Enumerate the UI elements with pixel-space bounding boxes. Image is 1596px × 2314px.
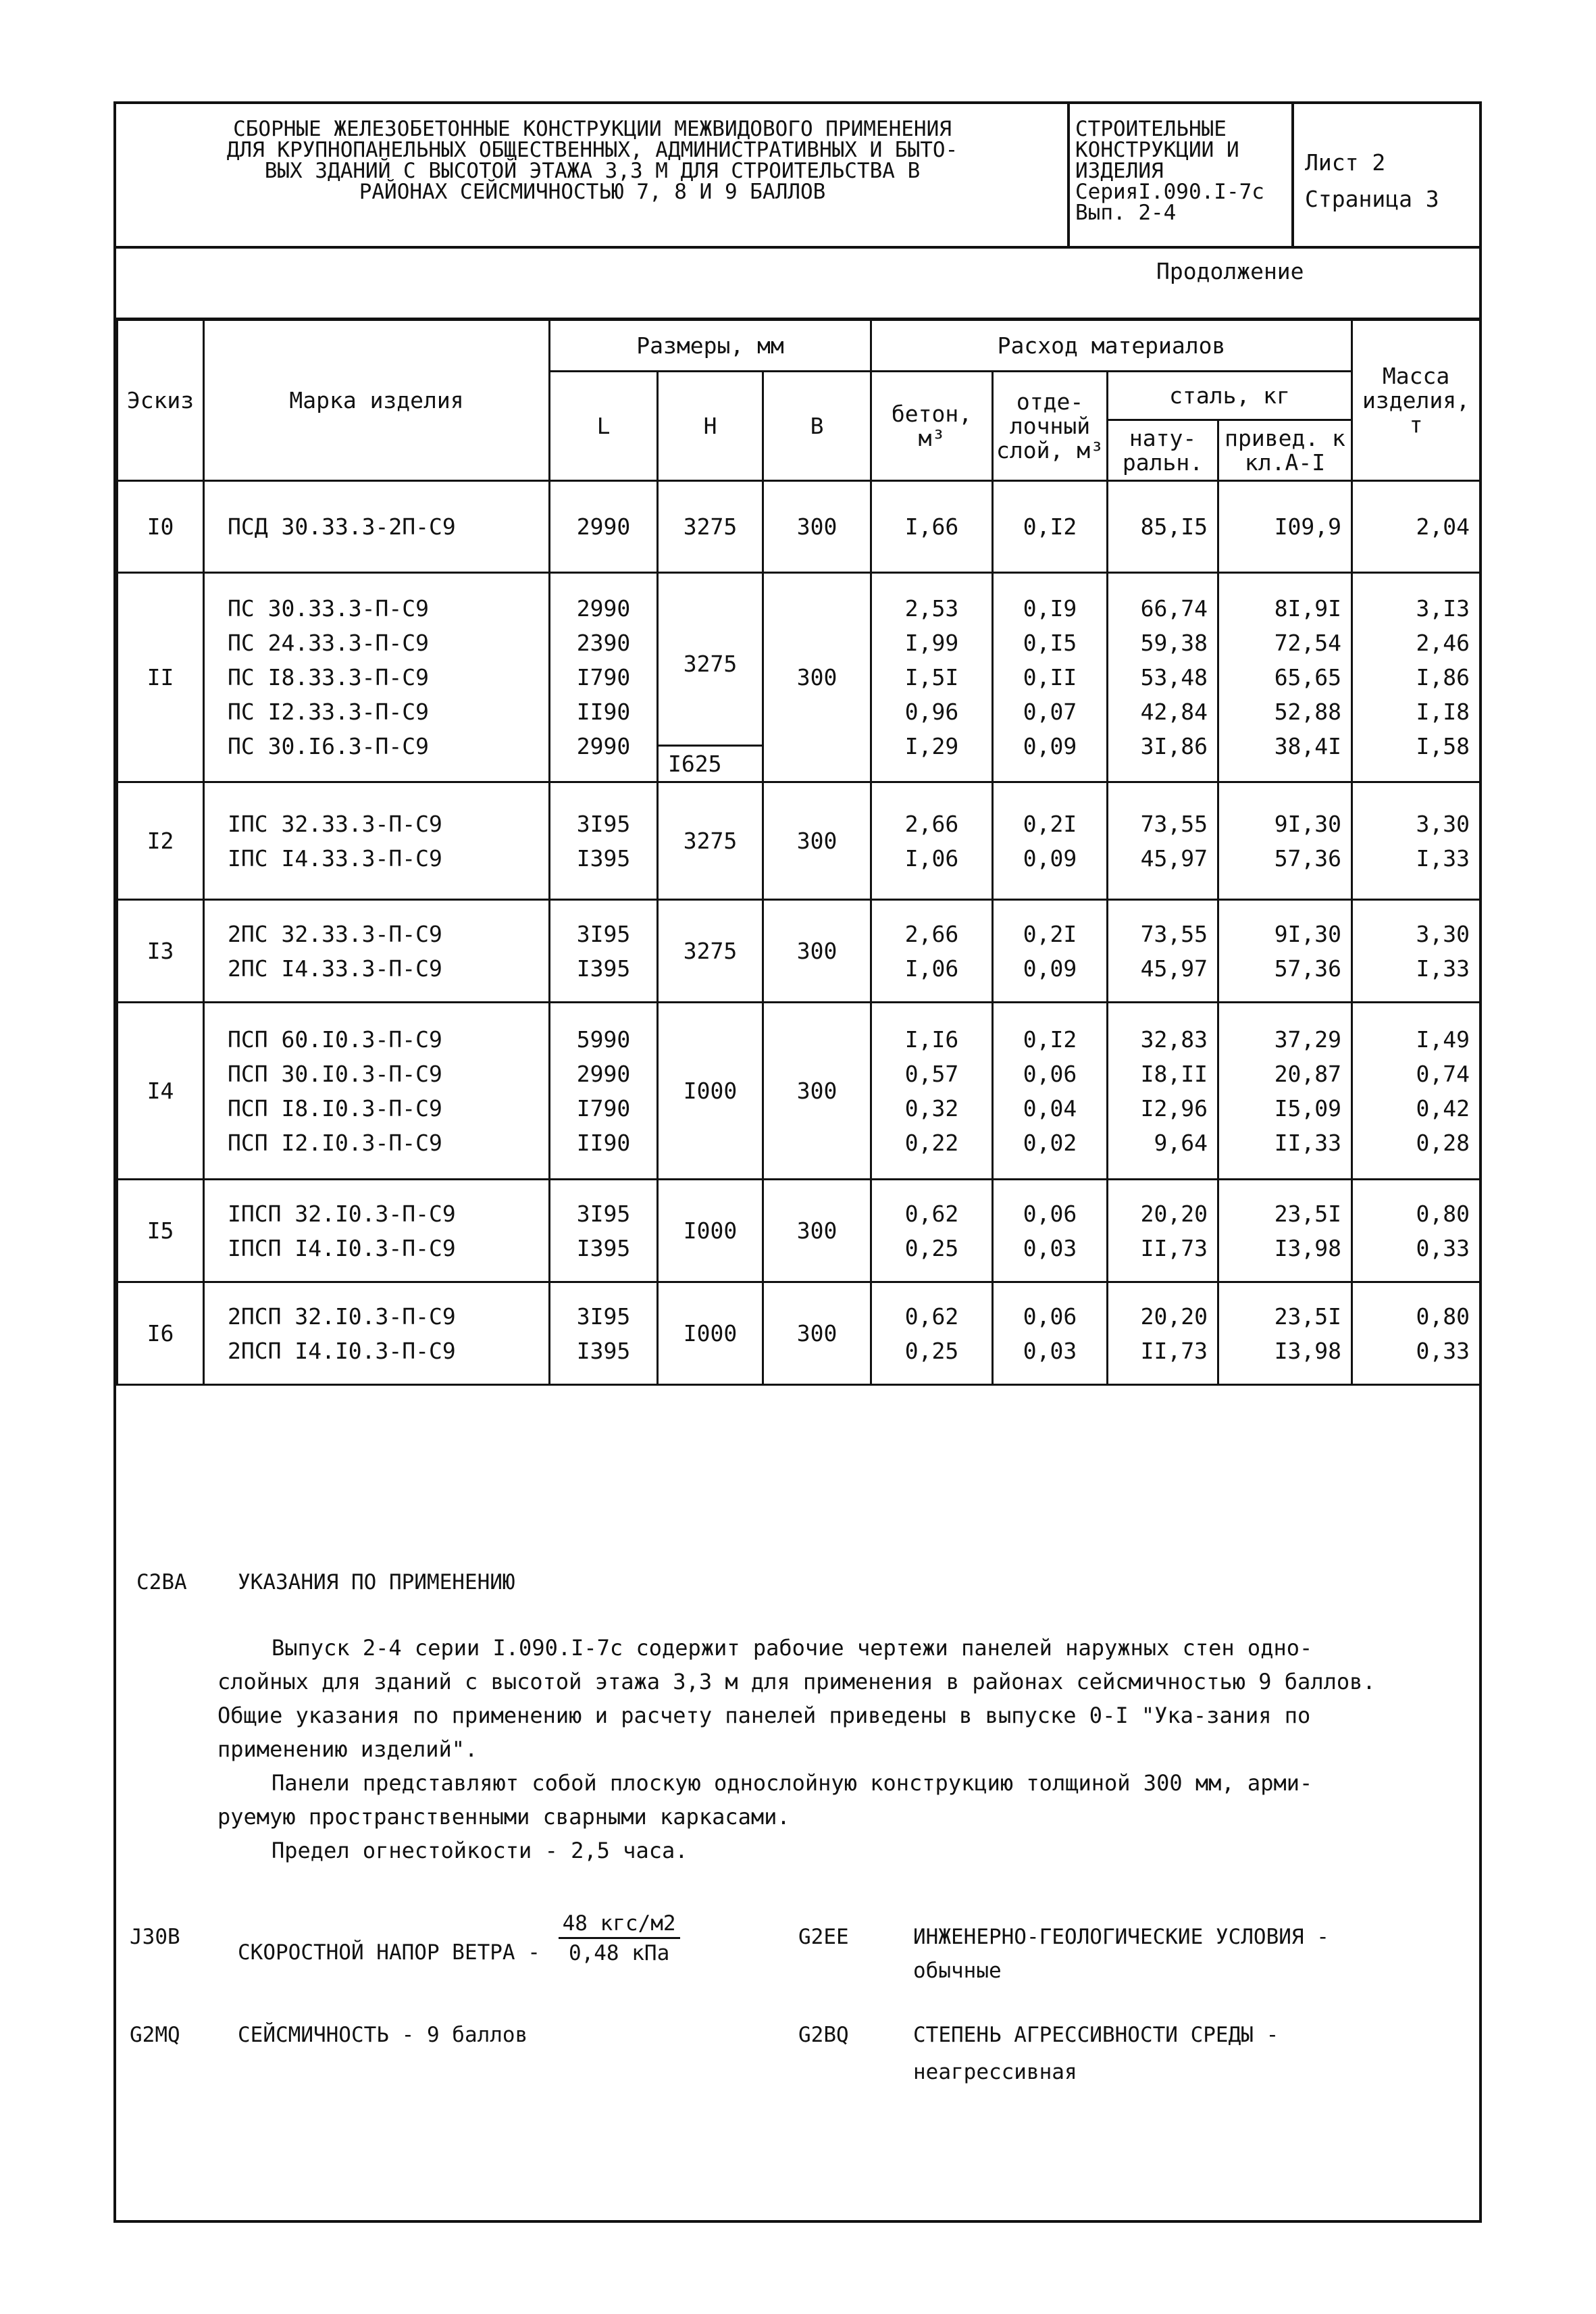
series-info (1075, 119, 1264, 224)
cell-value: ПСД 30.33.3-2П-С9 (228, 513, 456, 540)
sheet-info (1305, 145, 1439, 218)
notes-paragraph: Предел огнестойкости - 2,5 часа. (272, 1838, 688, 1863)
cell-value: I,I6 (904, 1026, 959, 1053)
steel-reduced-cell (1218, 1282, 1352, 1385)
cell-value: 73,55 (1140, 920, 1208, 947)
code-c2ba: С2ВА (136, 1570, 187, 1594)
cell-value: I,58 (1416, 733, 1470, 759)
cell-value: 0,22 (904, 1129, 959, 1156)
cell-value: 2ПС I4.33.3-П-С9 (228, 955, 442, 982)
header-natural: нату-ральн. (1108, 420, 1218, 481)
concrete-cell (871, 1180, 993, 1282)
code-j30b: J30B (130, 1925, 180, 1949)
height-cell (658, 782, 763, 900)
cell-value: 66,74 (1140, 595, 1208, 622)
cell-value: II90 (576, 1129, 631, 1156)
length-cell (550, 1282, 658, 1385)
mark-cell (204, 1180, 550, 1282)
cell-value: 0,09 (1023, 733, 1077, 759)
finish-cell (993, 900, 1108, 1003)
cell-value: 20,20 (1140, 1200, 1208, 1227)
cell-value: 0,2I (1023, 920, 1077, 947)
cell-value: I,49 (1416, 1026, 1470, 1053)
cell-value: I,06 (904, 955, 959, 982)
finish-cell (993, 481, 1108, 573)
cell-value: 9I,30 (1274, 810, 1342, 837)
cell-value: 0,57 (904, 1060, 959, 1087)
cell-value: 2ПСП I4.I0.3-П-С9 (228, 1337, 456, 1364)
cell-value: 20,20 (1140, 1303, 1208, 1330)
drawing-frame (113, 101, 1482, 2223)
cell-value: 2ПС 32.33.3-П-С9 (228, 920, 442, 947)
cell-value: 73,55 (1140, 810, 1208, 837)
cell-value: I3,98 (1274, 1337, 1342, 1364)
cell-value: ПС I8.33.3-П-С9 (228, 664, 430, 690)
sketch-cell: I2 (118, 782, 204, 900)
concrete-cell (871, 1282, 993, 1385)
cell-value: 3I95 (576, 1303, 631, 1330)
cell-value: 0,02 (1023, 1129, 1077, 1156)
cell-value: 0,33 (1416, 1337, 1470, 1364)
concrete-cell (871, 573, 993, 782)
header-finish: отде-лочный слой, м³ (993, 372, 1108, 481)
series-line: СТРОИТЕЛЬНЫЕ (1075, 117, 1227, 141)
wind-denominator: 0,48 кПа (568, 1941, 670, 1965)
mass-cell (1352, 573, 1481, 782)
code-g2ee: G2EE (798, 1925, 849, 1949)
mass-cell (1352, 900, 1481, 1003)
cell-value: 3I95 (576, 1200, 631, 1227)
cell-value: 45,97 (1140, 955, 1208, 982)
title-line: РАЙОНАХ СЕЙСМИЧНОСТЬЮ 7, 8 И 9 БАЛЛОВ (359, 180, 826, 204)
cell-value: I000 (683, 1217, 738, 1244)
cell-value: 52,88 (1274, 699, 1342, 725)
length-cell (550, 782, 658, 900)
cell-value: 0,03 (1023, 1337, 1077, 1364)
length-cell (550, 900, 658, 1003)
cell-value: 0,25 (904, 1337, 959, 1364)
cell-value: I,29 (904, 733, 959, 759)
cell-value: 2,53 (904, 595, 959, 622)
cell-value: II,33 (1274, 1129, 1342, 1156)
cell-value: I,33 (1416, 955, 1470, 982)
concrete-cell (871, 481, 993, 573)
code-g2bq: G2BQ (798, 2023, 849, 2047)
header-dims: Размеры, мм (550, 320, 871, 372)
steel-reduced-cell (1218, 1180, 1352, 1282)
cell-value: 0,03 (1023, 1234, 1077, 1261)
table-row (118, 481, 1481, 573)
wind-fraction (559, 1910, 680, 1967)
finish-cell (993, 782, 1108, 900)
header-L: L (550, 372, 658, 481)
cell-value: 32,83 (1140, 1026, 1208, 1053)
width-cell: 300 (763, 782, 871, 900)
cell-value: I395 (576, 1234, 631, 1261)
finish-cell (993, 1282, 1108, 1385)
cell-value: ПСП 60.I0.3-П-С9 (228, 1026, 442, 1053)
mass-cell (1352, 782, 1481, 900)
cell-value: 0,2I (1023, 810, 1077, 837)
cell-value: 0,06 (1023, 1200, 1077, 1227)
cell-value: I5,09 (1274, 1095, 1342, 1122)
steel-natural-cell (1108, 481, 1218, 573)
notes-heading: УКАЗАНИЯ ПО ПРИМЕНЕНИЮ (238, 1570, 515, 1594)
table-row (118, 1282, 1481, 1385)
cell-value: 0,28 (1416, 1129, 1470, 1156)
mark-cell (204, 1003, 550, 1180)
cell-value: I8,II (1140, 1060, 1208, 1087)
table-row (118, 1003, 1481, 1180)
steel-natural-cell (1108, 1003, 1218, 1180)
table-body (118, 481, 1481, 1385)
cell-value: 72,54 (1274, 630, 1342, 656)
cell-value: ПС I2.33.3-П-С9 (228, 699, 430, 725)
cell-value: 8I,9I (1274, 595, 1342, 622)
header-H: Н (658, 372, 763, 481)
cell-value: 0,74 (1416, 1060, 1470, 1087)
concrete-cell (871, 1003, 993, 1180)
materials-table (116, 319, 1481, 1386)
steel-natural-cell (1108, 1180, 1218, 1282)
cell-value: 23,5I (1274, 1200, 1342, 1227)
cell-value: 9I,30 (1274, 920, 1342, 947)
height-cell (658, 573, 763, 782)
width-cell: 300 (763, 481, 871, 573)
header-sketch: Эскиз (118, 320, 204, 481)
cell-value: 3I,86 (1140, 733, 1208, 759)
cell-value: I,I8 (1416, 699, 1470, 725)
mark-cell (204, 782, 550, 900)
cell-value: 2,04 (1416, 513, 1470, 540)
cell-value: 3275 (683, 651, 738, 677)
width-cell: 300 (763, 1003, 871, 1180)
height-cell (658, 481, 763, 573)
cell-value: 2990 (576, 1060, 631, 1087)
notes-paragraph: Панели представляют собой плоскую однослойную конструкцию толщиной 300 мм, арми-руемую пространственными сварными каркасами. (217, 1770, 1313, 1830)
cell-value: 0,06 (1023, 1303, 1077, 1330)
cell-value: 57,36 (1274, 845, 1342, 872)
width-cell: 300 (763, 1180, 871, 1282)
cell-value: I,5I (904, 664, 959, 690)
steel-reduced-cell (1218, 1003, 1352, 1180)
cell-value: 42,84 (1140, 699, 1208, 725)
cell-value: II,73 (1140, 1337, 1208, 1364)
length-cell (550, 573, 658, 782)
cell-value: 2990 (576, 513, 631, 540)
finish-cell (993, 1180, 1108, 1282)
cell-value: I,06 (904, 845, 959, 872)
mark-cell (204, 1282, 550, 1385)
steel-reduced-cell (1218, 900, 1352, 1003)
cell-value: 37,29 (1274, 1026, 1342, 1053)
document-title (116, 119, 1069, 203)
cell-value: I,33 (1416, 845, 1470, 872)
height-cell (658, 1003, 763, 1180)
geology-value: обычные (913, 1959, 1002, 1983)
continuation-label: Продолжение (1156, 258, 1304, 284)
mass-cell (1352, 1180, 1481, 1282)
divider (1067, 104, 1070, 246)
cell-value: 57,36 (1274, 955, 1342, 982)
cell-value: 20,87 (1274, 1060, 1342, 1087)
cell-value: 2990 (576, 733, 631, 759)
cell-value: 0,06 (1023, 1060, 1077, 1087)
width-cell: 300 (763, 1282, 871, 1385)
cell-value: I2,96 (1140, 1095, 1208, 1122)
series-line: Вып. 2-4 (1075, 201, 1177, 225)
mark-cell (204, 573, 550, 782)
cell-value: IПСП 32.I0.3-П-С9 (228, 1200, 456, 1227)
concrete-cell (871, 900, 993, 1003)
header-mass: Масса изделия, т (1352, 320, 1481, 481)
cell-value: 3I95 (576, 920, 631, 947)
cell-value: 53,48 (1140, 664, 1208, 690)
header-concrete: бетон, м³ (871, 372, 993, 481)
cell-value: 0,I2 (1023, 1026, 1077, 1053)
steel-reduced-cell (1218, 782, 1352, 900)
table-row (118, 782, 1481, 900)
cell-value: 38,4I (1274, 733, 1342, 759)
title-line: ВЫХ ЗДАНИЙ С ВЫСОТОЙ ЭТАЖА 3,3 М ДЛЯ СТРОИТЕЛЬСТВА В (264, 159, 921, 183)
cell-value: 3I95 (576, 810, 631, 837)
cell-value: 0,33 (1416, 1234, 1470, 1261)
cell-value: I3,98 (1274, 1234, 1342, 1261)
cell-value: ПС 24.33.3-П-С9 (228, 630, 430, 656)
header-materials: Расход материалов (871, 320, 1352, 372)
cell-value: 2,66 (904, 920, 959, 947)
cell-value: I395 (576, 955, 631, 982)
cell-value: 3275 (683, 828, 738, 854)
finish-cell (993, 1003, 1108, 1180)
cell-value: 2,46 (1416, 630, 1470, 656)
seismicity: СЕЙСМИЧНОСТЬ - 9 баллов (238, 2023, 528, 2047)
cell-value: 3,I3 (1416, 595, 1470, 622)
mass-cell (1352, 481, 1481, 573)
header-B: В (763, 372, 871, 481)
cell-value: 59,38 (1140, 630, 1208, 656)
cell-value: 3275 (683, 513, 738, 540)
cell-value: 0,I9 (1023, 595, 1077, 622)
height-cell (658, 1282, 763, 1385)
cell-value: I395 (576, 1337, 631, 1364)
cell-value: 0,09 (1023, 955, 1077, 982)
series-line: СерияI.090.I-7с (1075, 180, 1264, 204)
cell-value: ПСП I8.I0.3-П-С9 (228, 1095, 442, 1122)
mark-cell (204, 481, 550, 573)
steel-reduced-cell (1218, 573, 1352, 782)
cell-value: 3,30 (1416, 920, 1470, 947)
width-cell: 300 (763, 900, 871, 1003)
notes-paragraph: Выпуск 2-4 серии I.090.I-7с содержит рабочие чертежи панелей наружных стен одно-слойных для зданий с высотой этажа 3,3 м для применения в районах сейсмичностью 9 баллов. Общие указания по применению и расчету панелей приведены в выпуске 0-I "Ука-зания по применению изделий". (217, 1635, 1376, 1762)
cell-value: ПС 30.I6.3-П-С9 (228, 733, 430, 759)
cell-value: 0,96 (904, 699, 959, 725)
wind-label: СКОРОСТНОЙ НАПОР ВЕТРА - (238, 1940, 540, 1965)
cell-value: I000 (683, 1320, 738, 1347)
cell-value: ПСП I2.I0.3-П-С9 (228, 1129, 442, 1156)
cell-value: 2390 (576, 630, 631, 656)
cell-value: 0,80 (1416, 1200, 1470, 1227)
cell-value: 2990 (576, 595, 631, 622)
cell-value: 0,07 (1023, 699, 1077, 725)
length-cell (550, 1180, 658, 1282)
sheet-number: Лист 2 (1305, 149, 1386, 176)
cell-value: 2ПСП 32.I0.3-П-С9 (228, 1303, 456, 1330)
header-reduced: привед. к кл.А-I (1218, 420, 1352, 481)
mass-cell (1352, 1003, 1481, 1180)
cell-value: 9,64 (1154, 1129, 1208, 1156)
cell-value: I790 (576, 664, 631, 690)
cell-value: I,86 (1416, 664, 1470, 690)
cell-value: I395 (576, 845, 631, 872)
steel-natural-cell (1108, 573, 1218, 782)
cell-value: I625 (659, 745, 762, 781)
steel-natural-cell (1108, 782, 1218, 900)
cell-value: 5990 (576, 1026, 631, 1053)
length-cell (550, 1003, 658, 1180)
cell-value: 0,32 (904, 1095, 959, 1122)
cell-value: I000 (683, 1078, 738, 1104)
aggressiveness-value: неагрессивная (913, 2060, 1077, 2084)
geology-label: ИНЖЕНЕРНО-ГЕОЛОГИЧЕСКИЕ УСЛОВИЯ - (913, 1925, 1329, 1949)
wind-pressure (238, 1911, 680, 1982)
finish-cell (993, 573, 1108, 782)
cell-value: 0,I2 (1023, 513, 1077, 540)
code-g2mq: G2MQ (130, 2023, 180, 2047)
cell-value: 0,42 (1416, 1095, 1470, 1122)
title-block (116, 104, 1479, 249)
cell-value: II90 (576, 699, 631, 725)
title-line: СБОРНЫЕ ЖЕЛЕЗОБЕТОННЫЕ КОНСТРУКЦИИ МЕЖВИДОВОГО ПРИМЕНЕНИЯ (233, 117, 952, 141)
aggressiveness-label: СТЕПЕНЬ АГРЕССИВНОСТИ СРЕДЫ - (913, 2023, 1279, 2047)
cell-value: 0,25 (904, 1234, 959, 1261)
title-line: ДЛЯ КРУПНОПАНЕЛЬНЫХ ОБЩЕСТВЕННЫХ, АДМИНИСТРАТИВНЫХ И БЫТО- (226, 138, 958, 162)
cell-value: 85,I5 (1140, 513, 1208, 540)
table-row (118, 573, 1481, 782)
cell-value: IПСП I4.I0.3-П-С9 (228, 1234, 456, 1261)
mark-cell (204, 900, 550, 1003)
height-cell (658, 1180, 763, 1282)
cell-value: I,66 (904, 513, 959, 540)
divider (1291, 104, 1294, 246)
cell-value: I,99 (904, 630, 959, 656)
cell-value: 3,30 (1416, 810, 1470, 837)
cell-value: IПС 32.33.3-П-С9 (228, 810, 442, 837)
header-mark: Марка изделия (204, 320, 550, 481)
cell-value: ПС 30.33.3-П-С9 (228, 595, 430, 622)
cell-value: 0,62 (904, 1200, 959, 1227)
cell-value: 65,65 (1274, 664, 1342, 690)
width-cell: 300 (763, 573, 871, 782)
series-line: КОНСТРУКЦИИ И (1075, 138, 1239, 162)
sketch-cell: II (118, 573, 204, 782)
cell-value: I790 (576, 1095, 631, 1122)
cell-value: 0,04 (1023, 1095, 1077, 1122)
steel-reduced-cell (1218, 481, 1352, 573)
steel-natural-cell (1108, 1282, 1218, 1385)
cell-value: 2,66 (904, 810, 959, 837)
steel-natural-cell (1108, 900, 1218, 1003)
cell-value: 0,09 (1023, 845, 1077, 872)
cell-value: II,73 (1140, 1234, 1208, 1261)
height-cell (658, 900, 763, 1003)
mass-cell (1352, 1282, 1481, 1385)
cell-value: ПСП 30.I0.3-П-С9 (228, 1060, 442, 1087)
wind-numerator: 48 кгс/м2 (559, 1910, 680, 1939)
sketch-cell: I0 (118, 481, 204, 573)
cell-value: 0,80 (1416, 1303, 1470, 1330)
cell-value: 0,II (1023, 664, 1077, 690)
cell-value: I09,9 (1274, 513, 1342, 540)
sketch-cell: I5 (118, 1180, 204, 1282)
cell-value: 0,62 (904, 1303, 959, 1330)
cell-value: 0,I5 (1023, 630, 1077, 656)
sketch-cell: I4 (118, 1003, 204, 1180)
sketch-cell: I3 (118, 900, 204, 1003)
table-row (118, 900, 1481, 1003)
table-row (118, 1180, 1481, 1282)
concrete-cell (871, 782, 993, 900)
cell-value: 3275 (683, 938, 738, 964)
page-number: Страница 3 (1305, 186, 1439, 212)
cell-value: 45,97 (1140, 845, 1208, 872)
header-steel: сталь, кг (1108, 372, 1352, 420)
sketch-cell: I6 (118, 1282, 204, 1385)
cell-value: IПС I4.33.3-П-С9 (228, 845, 442, 872)
series-line: ИЗДЕЛИЯ (1075, 159, 1164, 183)
cell-value: 23,5I (1274, 1303, 1342, 1330)
length-cell (550, 481, 658, 573)
